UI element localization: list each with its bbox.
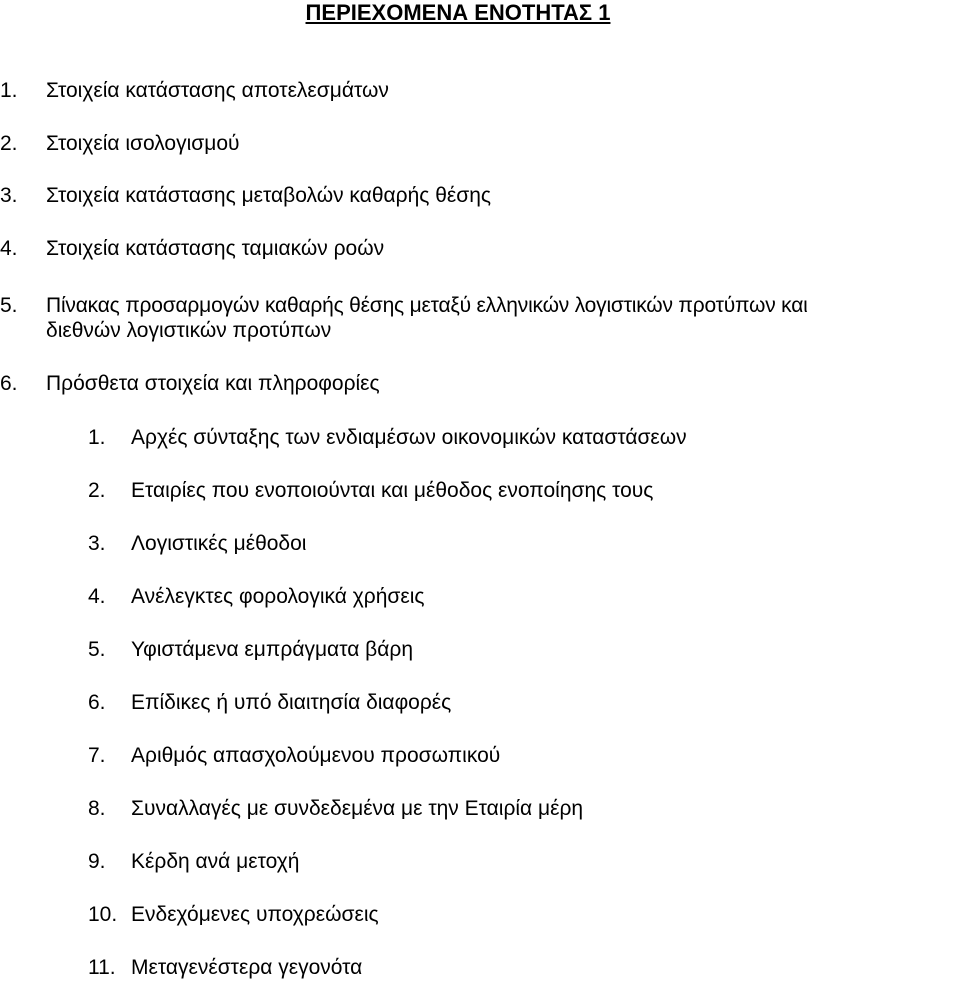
subsection-text: Εταιρίες που ενοποιούνται και μέθοδος ενοποίησης τους bbox=[131, 479, 654, 502]
subsection-number: 2. bbox=[88, 479, 106, 502]
subsection-number: 8. bbox=[88, 797, 106, 820]
section-number: 1. bbox=[0, 79, 18, 102]
section-text-continuation: διεθνών λογιστικών προτύπων bbox=[46, 319, 332, 342]
subsection-text: Κέρδη ανά μετοχή bbox=[131, 850, 300, 873]
subsection-text: Ανέλεγκτες φορολογικά χρήσεις bbox=[131, 585, 425, 608]
section-number: 3. bbox=[0, 184, 18, 207]
subsection-number: 3. bbox=[88, 532, 106, 555]
subsection-number: 4. bbox=[88, 585, 106, 608]
subsection-number: 5. bbox=[88, 638, 106, 661]
section-text: Πρόσθετα στοιχεία και πληροφορίες bbox=[46, 372, 380, 395]
section-text: Στοιχεία κατάστασης μεταβολών καθαρής θέσης bbox=[46, 184, 492, 207]
subsection-number: 9. bbox=[88, 850, 106, 873]
subsection-text: Συναλλαγές με συνδεδεμένα με την Εταιρία μέρη bbox=[131, 797, 584, 820]
subsection-text: Αρχές σύνταξης των ενδιαμέσων οικονομικών καταστάσεων bbox=[131, 426, 687, 449]
section-number: 6. bbox=[0, 372, 18, 395]
subsection-number: 11. bbox=[88, 956, 116, 979]
subsection-number: 7. bbox=[88, 744, 106, 767]
subsection-text: Αριθμός απασχολούμενου προσωπικού bbox=[131, 744, 501, 767]
subsection-text: Επίδικες ή υπό διαιτησία διαφορές bbox=[131, 691, 452, 714]
section-text: Στοιχεία ισολογισμού bbox=[46, 132, 240, 155]
subsection-number: 1. bbox=[88, 426, 106, 449]
subsection-number: 10. bbox=[88, 903, 118, 926]
subsection-text: Λογιστικές μέθοδοι bbox=[131, 532, 307, 555]
page-title: ΠΕΡΙΕΧΟΜΕΝΑ ΕΝΟΤΗΤΑΣ 1 bbox=[305, 0, 611, 25]
subsection-text: Μεταγενέστερα γεγονότα bbox=[131, 956, 363, 979]
subsection-number: 6. bbox=[88, 691, 106, 714]
section-text: Πίνακας προσαρμογών καθαρής θέσης μεταξύ ελληνικών λογιστικών προτύπων και bbox=[46, 294, 808, 317]
subsection-text: Ενδεχόμενες υποχρεώσεις bbox=[131, 903, 379, 926]
section-text: Στοιχεία κατάστασης αποτελεσμάτων bbox=[46, 79, 389, 102]
section-number: 4. bbox=[0, 237, 18, 260]
section-text: Στοιχεία κατάστασης ταμιακών ροών bbox=[46, 237, 385, 260]
section-number: 2. bbox=[0, 132, 18, 155]
subsection-text: Υφιστάμενα εμπράγματα βάρη bbox=[131, 638, 414, 661]
section-number: 5. bbox=[0, 294, 18, 317]
